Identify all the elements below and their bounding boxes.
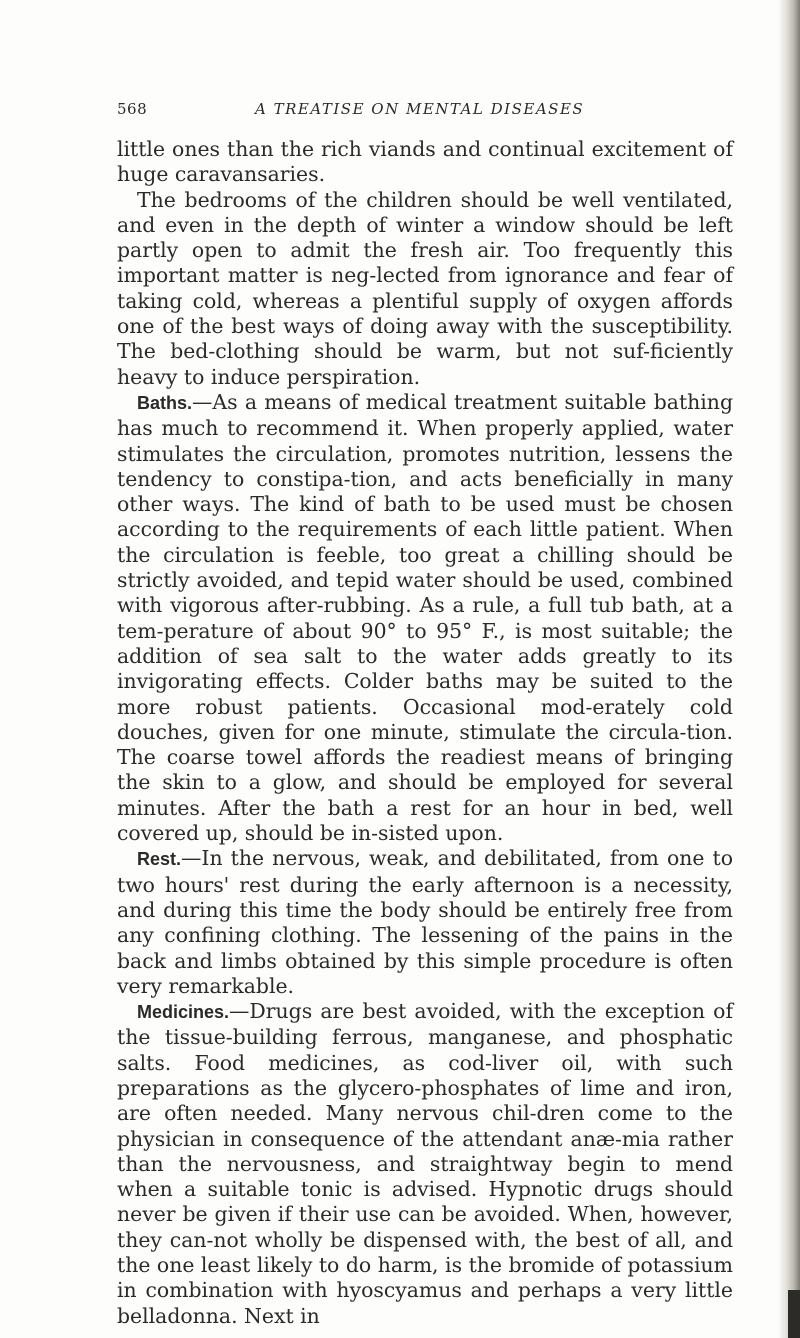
paragraph-baths bbox=[117, 390, 733, 846]
paragraph-text: —As a means of medical treatment suitable bathing has much to recommend it. When properly applied, water stimulates the circulation, promotes nutrition, lessens the tendency to constipa-tion, and acts beneficially in many other ways. The kind of bath to be used must be chosen according to the requirements of each little patient. When the circulation is feeble, too great a chilling should be strictly avoided, and tepid water should be used, combined with vigorous after-rubbing. As a rule, a full tub bath, at a tem-perature of about 90° to 95° F., is most suitable; the addition of sea salt to the water adds greatly to its invigorating effects. Colder baths may be suited to the more robust patients. Occasional mod-erately cold douches, given for one minute, stimulate the circula-tion. The coarse towel affords the readiest means of bringing the skin to a glow, and should be employed for several minutes. After the bath a rest for an hour in bed, well covered up, should be in-sisted upon. bbox=[117, 389, 733, 846]
running-head bbox=[117, 100, 727, 124]
running-title: A TREATISE ON MENTAL DISEASES bbox=[255, 100, 585, 118]
paragraph-text: little ones than the rich viands and continual excitement of huge caravansaries. bbox=[117, 137, 733, 187]
page-edge-shadow bbox=[778, 0, 800, 1338]
paragraph-medicines bbox=[117, 999, 733, 1329]
body-text bbox=[117, 137, 733, 1329]
paragraph-text: —Drugs are best avoided, with the exception of the tissue-building ferrous, manganese, and phosphatic salts. Food medicines, as cod-liver oil, with such preparations as the glycero-phosphates of lime and iron, are often needed. Many nervous chil-dren come to the physician in consequence of the attendant anæ-mia rather than the nervousness, and straightway begin to mend when a suitable tonic is advised. Hypnotic drugs should never be given if their use can be avoided. When, however, they can-not wholly be dispensed with, the best of all, and the one least likely to do harm, is the bromide of potassium in combination with hyoscyamus and perhaps a very little belladonna. Next in bbox=[117, 999, 733, 1328]
page-edge-dark-corner bbox=[788, 1290, 800, 1338]
section-heading-rest: Rest. bbox=[137, 849, 182, 870]
paragraph-rest bbox=[117, 846, 733, 999]
paragraph-continuation bbox=[117, 137, 733, 188]
page-number: 568 bbox=[117, 100, 148, 118]
section-heading-baths: Baths. bbox=[137, 392, 193, 413]
paragraph-bedrooms bbox=[117, 188, 733, 390]
paragraph-text: —In the nervous, weak, and debilitated, from one to two hours' rest during the early afternoon is a necessity, and during this time the body should be entirely free from any confining clothing. The lessening of the pains in the back and limbs obtained by this simple procedure is often very remarkable. bbox=[117, 846, 733, 998]
paragraph-text: The bedrooms of the children should be well ventilated, and even in the depth of winter a window should be left partly open to admit the fresh air. Too frequently this important matter is neg-lected from ignorance and fear of taking cold, whereas a plentiful supply of oxygen affords one of the best ways of doing away with the susceptibility. The bed-clothing should be warm, but not suf-ficiently heavy to induce perspiration. bbox=[117, 187, 733, 389]
section-heading-medicines: Medicines. bbox=[137, 1002, 230, 1023]
